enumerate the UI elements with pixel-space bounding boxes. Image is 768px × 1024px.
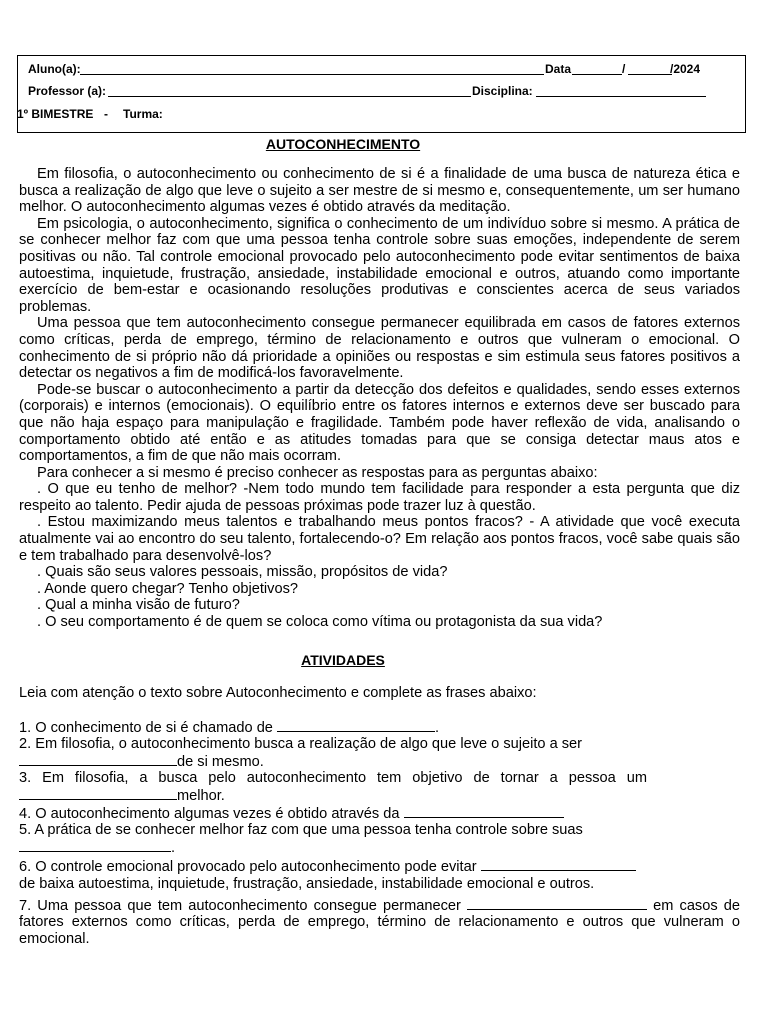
activity-3-end: melhor. <box>177 787 225 804</box>
paragraph-1: Em filosofia, o autoconhecimento ou conhecimento de si é a finalidade de uma busca de natureza ética e busca a realização de algo que leve o sujeito a ser mestre de si mesmo e, consequentemente, um ser humano melhor. O autoconhecimento algumas vezes é obtido através da meditação. <box>19 166 740 216</box>
activity-7-end: em casos de fatores externos como críticas, perda de emprego, término de relacionamento e outros que vulneram o emocional. <box>19 897 740 947</box>
header-row-bimestre <box>18 107 745 123</box>
question-item-1: . O que eu tenho de melhor? -Nem todo mundo tem facilidade para responder a esta pergunta que diz respeito ao talento. Pedir ajuda de pessoas próximas pode trazer luz à questão. <box>19 481 740 514</box>
activity-6-blank[interactable] <box>481 858 636 871</box>
activity-6-text: 6. O controle emocional provocado pelo autoconhecimento pode evitar <box>19 859 477 876</box>
activity-5-text: 5. A prática de se conhecer melhor faz com que uma pessoa tenha controle sobre suas <box>19 822 583 839</box>
professor-field[interactable] <box>108 84 471 97</box>
activity-1 <box>19 719 740 737</box>
activity-4 <box>19 805 740 823</box>
date-slash: / <box>622 62 626 76</box>
student-header-box <box>17 55 746 133</box>
activity-5-blank[interactable] <box>19 839 171 852</box>
activity-6 <box>19 858 740 892</box>
header-row-professor <box>18 84 745 100</box>
data-label: Data <box>545 62 572 76</box>
document-title: AUTOCONHECIMENTO <box>265 136 421 152</box>
turma-label: Turma: <box>123 107 163 121</box>
professor-label: Professor (a): <box>28 84 107 98</box>
disciplina-field[interactable] <box>536 84 706 97</box>
activities-intro: Leia com atenção o texto sobre Autoconhecimento e complete as frases abaixo: <box>19 685 537 701</box>
activities-list <box>19 685 740 947</box>
paragraph-5: Para conhecer a si mesmo é preciso conhecer as respostas para as perguntas abaixo: <box>37 464 598 481</box>
disciplina-label: Disciplina: <box>472 84 533 98</box>
activity-7-blank[interactable] <box>467 897 647 910</box>
activity-4-text: 4. O autoconhecimento algumas vezes é obtido através da <box>19 805 400 822</box>
aluno-field[interactable] <box>80 62 544 75</box>
spacer <box>19 702 740 719</box>
activity-1-text: 1. O conhecimento de si é chamado de <box>19 719 273 736</box>
reading-text <box>19 166 740 631</box>
activity-3 <box>19 770 740 804</box>
question-item-5: . Qual a minha visão de futuro? <box>37 597 240 614</box>
aluno-label: Aluno(a): <box>28 62 81 76</box>
bimestre-label: 1º BIMESTRE <box>17 107 94 121</box>
year-label: /2024 <box>670 62 701 76</box>
paragraph-4: Pode-se buscar o autoconhecimento a partir da detecção dos defeitos e qualidades, sendo esses externos (corporais) e internos (emocionais). O equilíbrio entre os fatores internos e externos deve ser buscado para que não haja espaço para manipulação e fragilidade. Também pode haver reflexão de vida, analisando o comportamento obtido até então e as atitudes tomadas para que se consiga detectar maus atos e comportamentos, a fim de que não mais ocorram. <box>19 381 740 465</box>
question-item-2: . Estou maximizando meus talentos e trabalhando meus pontos fracos? - A atividade que você executa atualmente vai ao encontro do seu talento, fortalecendo-o? Em relação aos pontos fracos, você sabe quais são e tem trabalhado para desenvolvê-los? <box>19 514 740 564</box>
data-day-field[interactable] <box>572 62 622 75</box>
activity-7-text: 7. Uma pessoa que tem autoconhecimento consegue permanecer <box>19 897 461 914</box>
question-item-4: . Aonde quero chegar? Tenho objetivos? <box>37 580 298 597</box>
paragraph-3: Uma pessoa que tem autoconhecimento consegue permanecer equilibrada em casos de fatores externos como críticas, perda de emprego, término de relacionamento e outros que vulneram o emocional. O conhecimento de si próprio não dá prioridade a opiniões ou respostas e sim estimula seus fatores positivos a detectar os negativos a fim de modificá-los favoravelmente. <box>19 315 740 382</box>
activity-3-text: 3. Em filosofia, a busca pelo autoconhecimento tem objetivo de tornar a pessoa um <box>19 770 647 787</box>
activity-7 <box>19 897 740 948</box>
activity-5-end: . <box>171 839 176 856</box>
activity-5 <box>19 822 740 856</box>
activity-2-text: 2. Em filosofia, o autoconhecimento busca a realização de algo que leve o sujeito a ser <box>19 736 583 753</box>
bimestre-dash: - <box>104 107 108 121</box>
activity-1-end: . <box>435 719 440 736</box>
question-item-3: . Quais são seus valores pessoais, missão, propósitos de vida? <box>37 564 448 581</box>
header-row-aluno <box>18 62 745 78</box>
question-item-6: . O seu comportamento é de quem se coloca como vítima ou protagonista da sua vida? <box>37 614 603 631</box>
activity-6-end: de baixa autoestima, inquietude, frustração, ansiedade, instabilidade emocional e outros. <box>19 875 595 892</box>
activity-2-blank[interactable] <box>19 753 177 766</box>
activity-2 <box>19 736 740 770</box>
activity-4-blank[interactable] <box>404 805 564 818</box>
data-month-field[interactable] <box>628 62 672 75</box>
activity-3-blank[interactable] <box>19 787 177 800</box>
activities-title: ATIVIDADES <box>301 652 385 668</box>
paragraph-2: Em psicologia, o autoconhecimento, significa o conhecimento de um indivíduo sobre si mesmo. A prática de se conhecer melhor faz com que uma pessoa tenha controle sobre suas emoções, independente de serem positivas ou não. Tal controle emocional provocado pelo autoconhecimento pode evitar sentimentos de baixa autoestima, inquietude, frustração, ansiedade, instabilidade emocional e outros, atuando como importante exercício de bem-estar e ocasionando resoluções produtivas e conscientes acerca de seus variados problemas. <box>19 215 740 315</box>
activity-1-blank[interactable] <box>277 719 435 732</box>
activity-2-end: de si mesmo. <box>177 753 264 770</box>
